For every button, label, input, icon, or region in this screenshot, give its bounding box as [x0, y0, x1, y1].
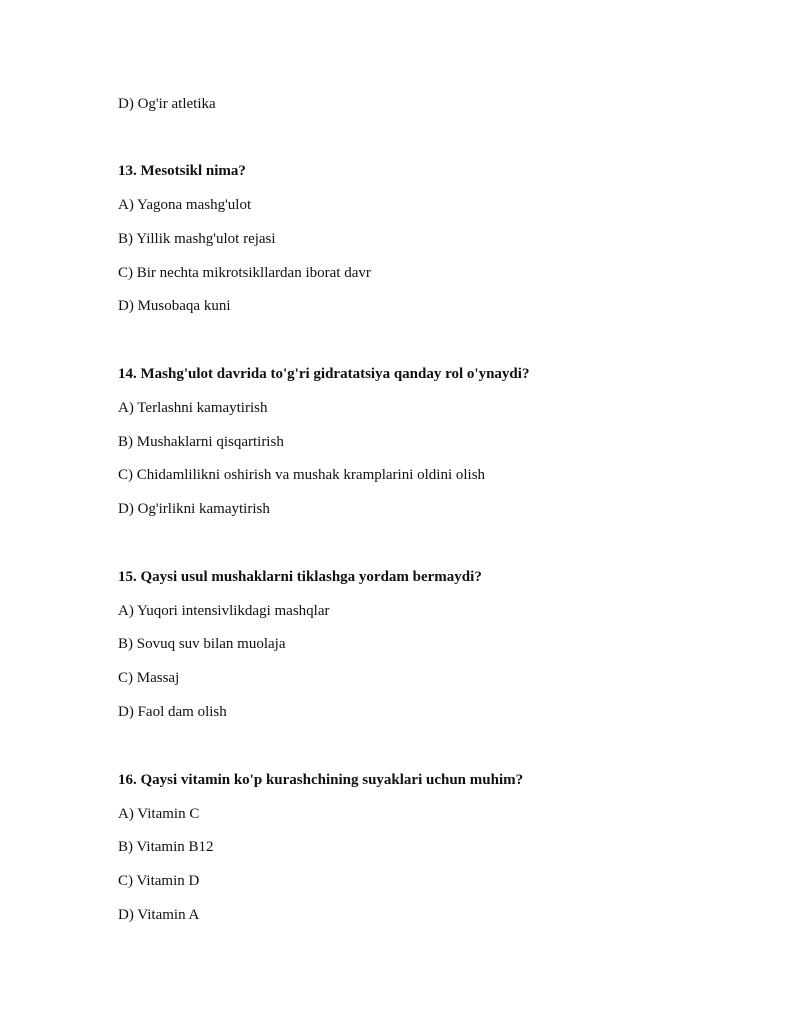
question-15-option-d: D) Faol dam olish [118, 704, 227, 720]
question-16-option-c: C) Vitamin D [118, 873, 200, 889]
question-15-title: 15. Qaysi usul mushaklarni tiklashga yordam bermaydi? [118, 569, 482, 585]
question-14-option-a: A) Terlashni kamaytirish [118, 400, 268, 416]
question-16-option-d: D) Vitamin A [118, 907, 200, 923]
question-16-title: 16. Qaysi vitamin ko'p kurashchining suyaklari uchun muhim? [118, 772, 524, 788]
question-13-option-b: B) Yillik mashg'ulot rejasi [118, 231, 276, 247]
question-15-option-a: A) Yuqori intensivlikdagi mashqlar [118, 603, 330, 619]
question-15-option-c: C) Massaj [118, 670, 180, 686]
question-16-option-a: A) Vitamin C [118, 806, 200, 822]
question-13-title: 13. Mesotsikl nima? [118, 163, 246, 179]
question-13-option-a: A) Yagona mashg'ulot [118, 197, 252, 213]
question-15-option-b: B) Sovuq suv bilan muolaja [118, 636, 286, 652]
question-14-title: 14. Mashg'ulot davrida to'g'ri gidratatsiya qanday rol o'ynaydi? [118, 366, 530, 382]
question-14-option-b: B) Mushaklarni qisqartirish [118, 434, 284, 450]
question-16-option-b: B) Vitamin B12 [118, 839, 214, 855]
previous-question-option-d: D) Og'ir atletika [118, 96, 216, 112]
question-13-option-d: D) Musobaqa kuni [118, 298, 231, 314]
question-14-option-d: D) Og'irlikni kamaytirish [118, 501, 270, 517]
question-13-option-c: C) Bir nechta mikrotsikllardan iborat davr [118, 265, 371, 281]
question-14-option-c: C) Chidamlilikni oshirish va mushak kramplarini oldini olish [118, 467, 486, 483]
